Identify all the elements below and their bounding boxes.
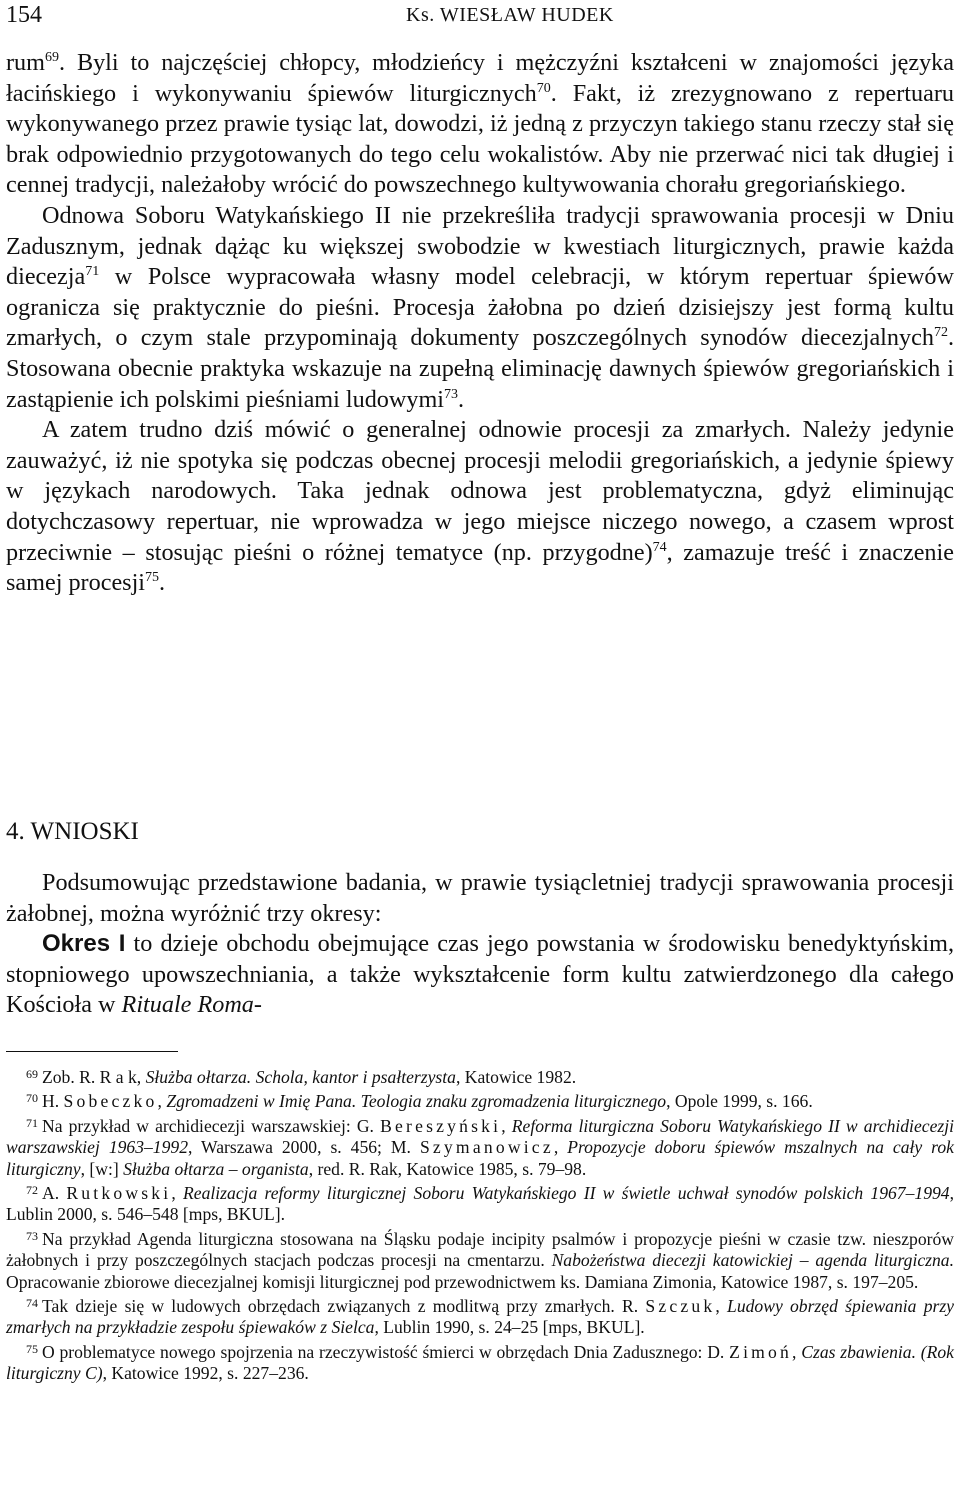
conclusions-text — [6, 868, 954, 1021]
footnote: $^{72}$ A. Rutkowski, Realizacja reformy liturgicznej Soboru Watykańskiego II w świetle uchwał synodów polskich 1967–1994, Lublin 2000, s. 546–548 [mps, BKUL]. — [6, 1183, 954, 1225]
period-label: Okres I — [42, 930, 126, 958]
footnote: $^{70}$ H. Sobeczko, Zgromadzeni w Imię Pana. Teologia znaku zgromadzenia liturgicznego, Opole 1999, s. 166. — [26, 1091, 813, 1112]
paragraph: rum$^{69}$. Byli to najczęściej chłopcy, młodzieńcy i mężczyźni kształceni w znajomości języka łacińskiego i wykonywaniu śpiewów liturgicznych$^{70}$. Fakt, iż zrezygnowano z repertuaru wykonywanego przez prawie tysiąc lat, dowodzi, iż jedną z przyczyn takiego stanu rzeczy stał się brak odpowiednio przygotowanych do tego celu wokalistów. Aby nie przerwać nici tak długiej i cennej tradycji, należałoby wrócić do powszechnego kultywowania chorału gregoriańskiego. — [6, 48, 954, 199]
footnote-number: 70 — [26, 1091, 38, 1106]
footnote-number: 74 — [26, 1296, 38, 1311]
footnote-number: 72 — [26, 1183, 38, 1198]
footnote-separator — [6, 1051, 178, 1052]
running-head: Ks. WIESŁAW HUDEK — [406, 4, 614, 26]
section-heading: 4. WNIOSKI — [6, 818, 139, 845]
paragraph: A zatem trudno dziś mówić o generalnej odnowie procesji za zmarłych. Należy jedynie zauważyć, iż nie spotyka się podczas obecnej procesji melodii gregoriańskich, a jedynie śpiewy w językach narodowych. Taka jednak odnowa jest problematyczna, gdyż eliminując dotychczasowy repertuar, nie wprowadza w jego miejsce niczego nowego, a czasem wprost przeciwnie – stosując pieśni o różnej tematyce (np. przygodne)$^{74}$, zamazuje treść i znaczenie samej procesji$^{75}$. — [6, 416, 954, 597]
page-header — [6, 2, 954, 36]
footnote: $^{75}$ O problematyce nowego spojrzenia na rzeczywistość śmierci w obrzędach Dnia Zadusznego: D. Zimoń, Czas zbawienia. (Rok liturgiczny C), Katowice 1992, s. 227–236. — [6, 1341, 954, 1384]
footnote-number: 69 — [26, 1067, 38, 1081]
footnote: $^{71}$ Na przykład w archidiecezji warszawskiej: G. Bereszyński, Reforma liturgiczna Soboru Watykańskiego II w archidiecezji warszawskiej 1963–1992, Warszawa 2000, s. 456; M. Szymanowicz, Propozycje doboru śpiewów mszalnych na cały rok liturgiczny, [w:] Służba ołtarza – organista, red. R. Rak, Katowice 1985, s. 79–98. — [6, 1115, 954, 1179]
footnote: $^{73}$ Na przykład Agenda liturgiczna stosowana na Śląsku podaje incipity psalmów i propozycje pieśni w czasie tzw. nieszporów żałobnych i przy poszczególnych stacjach podczas procesji na cmentarzu. Nabożeństwa diecezji katowickiej – agenda liturgiczna. Opracowanie zbiorowe diecezjalnej komisji liturgicznej pod przewodnictwem ks. Damiana Zimonia, Katowice 1987, s. 197–205. — [6, 1228, 954, 1292]
footnote-number: 71 — [26, 1115, 38, 1130]
footnote: $^{74}$ Tak dzieje się w ludowych obrzędach związanych z modlitwą przy zmarłych. R. Szczuk, Ludowy obrzęd śpiewania przy zmarłych na przykładzie zespołu śpiewaków z Sielca, Lublin 1990, s. 24–25 [mps, BKUL]. — [6, 1296, 954, 1338]
paragraph: Okres I to dzieje obchodu obejmujące czas jego powstania w środowisku benedyktyńskim, stopniowego upowszechniania, a także wykształcenie form kultu zatwierdzonego dla całego Kościoła w Rituale Roma- — [6, 930, 954, 1019]
footnote-number: 73 — [26, 1228, 38, 1243]
footnote-number: 75 — [26, 1341, 38, 1356]
page-number: 154 — [6, 2, 42, 28]
footnote: $^{69}$ Zob. R. R a k, Służba ołtarza. Schola, kantor i psałterzysta, Katowice 1982. — [26, 1067, 577, 1087]
main-text — [6, 48, 954, 599]
paragraph: Podsumowując przedstawione badania, w prawie tysiącletniej tradycji sprawowania procesji żałobnej, można wyróżnić trzy okresy: — [6, 869, 954, 927]
footnotes — [6, 1064, 954, 1385]
paragraph: Odnowa Soboru Watykańskiego II nie przekreśliła tradycji sprawowania procesji w Dniu Zadusznym, jednak dążąc ku większej swobodzie w kwestiach liturgicznych, prawie każda diecezja$^{71}$ w Polsce wypracowała własny model celebracji, w którym repertuar śpiewów ogranicza się praktycznie do pieśni. Procesja żałobna po dzień dzisiejszy jest formą kultu zmarłych, o czym stale przypominają dokumenty poszczególnych synodów diecezjalnych$^{72}$. Stosowana obecnie praktyka wskazuje na zupełną eliminację dawnych śpiewów gregoriańskich i zastąpienie ich polskimi pieśniami ludowymi$^{73}$. — [6, 201, 954, 413]
